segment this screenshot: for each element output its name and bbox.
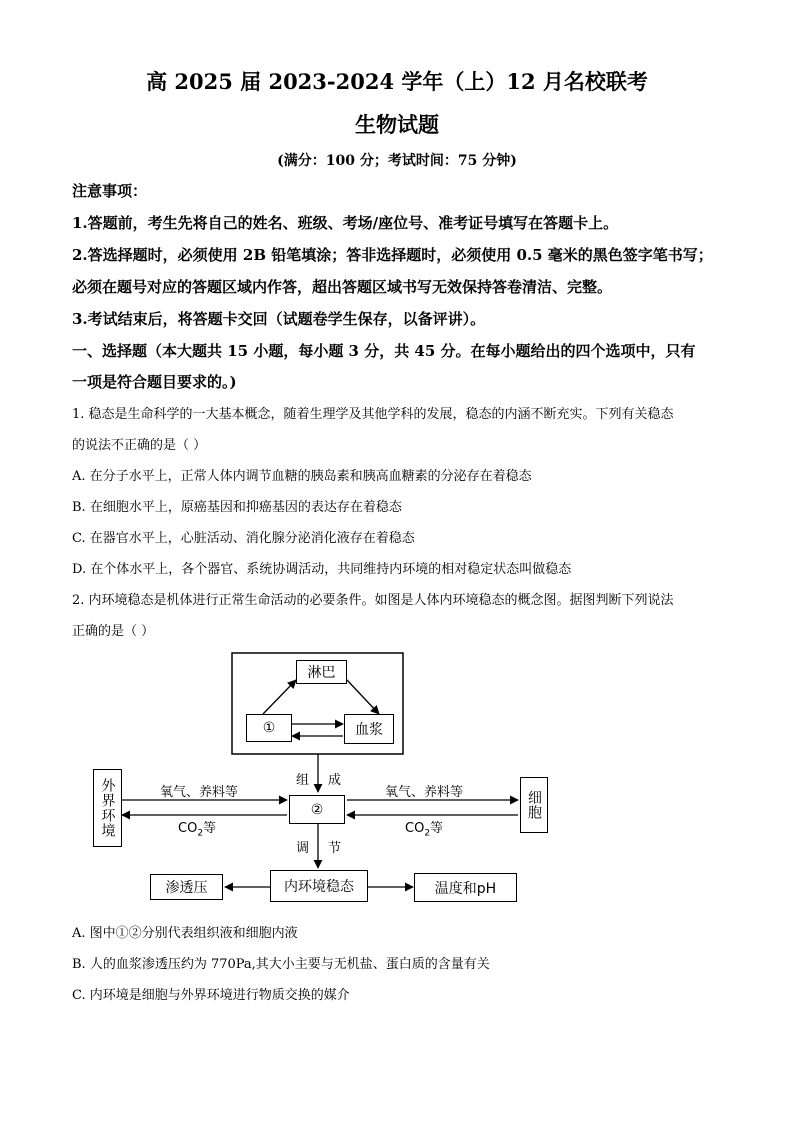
external-env-box	[93, 769, 122, 847]
external-env-label: 外界环境	[99, 778, 116, 838]
homeostasis-label: 内环境稳态	[284, 879, 354, 895]
subject-title: 生物试题	[355, 112, 439, 137]
q2-option-a: A. 图中①②分别代表组织液和细胞内液	[72, 926, 298, 941]
q2-option-b: B. 人的血浆渗透压约为 770Pa,其大小主要与无机盐、蛋白质的含量有关	[72, 957, 490, 972]
note-2a: 2.答选择题时，必须使用 2B 铅笔填涂；答非选择题时，必须使用 0.5 毫米的黑色签字笔书写；	[72, 246, 713, 264]
cell-label: 细胞	[526, 790, 542, 820]
regulate-label-2: 节	[328, 841, 342, 856]
lymph-label: 淋巴	[307, 665, 336, 681]
homeostasis-box	[270, 870, 368, 902]
co2-label-left: $CO_2$等	[178, 821, 217, 839]
exam-info: (满分：100 分；考试时间：75 分钟)	[277, 153, 517, 169]
q1-option-b: B. 在细胞水平上，原癌基因和抑癌基因的表达存在着稳态	[72, 500, 402, 515]
regulate-label-1: 调	[296, 841, 310, 856]
composition-frame	[232, 653, 403, 754]
arrow-tissue-to-lymph	[263, 680, 296, 714]
temp-ph-box	[414, 873, 517, 902]
q1-stem-line2: 的说法不正确的是（ ）	[72, 438, 207, 453]
plasma-box	[344, 714, 394, 744]
q1-stem-line1: 1. 稳态是生命科学的一大基本概念，随着生理学及其他学科的发展，稳态的内涵不断充实。下列有关稳态	[72, 407, 674, 422]
lymph-box	[296, 660, 347, 684]
q1-option-a: A. 在分子水平上，正常人体内调节血糖的胰岛素和胰高血糖素的分泌存在着稳态	[72, 469, 532, 484]
note-3: 3.考试结束后，将答题卡交回（试题卷学生保存，以备评讲）。	[72, 310, 486, 328]
q1-option-d: D. 在个体水平上，各个器官、系统协调活动，共同维持内环境的相对稳定状态叫做稳态	[72, 562, 572, 577]
compose-label-2: 成	[328, 773, 342, 788]
exam-title: 高 2025 届 2023-2024 学年（上）12 月名校联考	[146, 69, 648, 94]
notes-heading: 注意事项：	[72, 182, 148, 200]
compose-label-1: 组	[296, 773, 310, 788]
circle-1-label: ①	[262, 720, 276, 736]
cell-box	[520, 777, 548, 833]
q2-stem-line1: 2. 内环境稳态是机体进行正常生命活动的必要条件。如图是人体内环境稳态的概念图。据图判断下列说法	[72, 593, 674, 608]
note-1: 1.答题前，考生先将自己的姓名、班级、考场/座位号、准考证号填写在答题卡上。	[72, 214, 619, 232]
temp-ph-label: 温度和pH	[434, 880, 497, 897]
note-2b: 必须在题号对应的答题区域内作答，超出答题区域书写无效保持答卷清洁、完整。	[72, 278, 613, 296]
arrow-lymph-to-plasma	[347, 680, 379, 714]
osmotic-label: 渗透压	[165, 880, 208, 896]
tissue-fluid-box	[246, 714, 292, 742]
circle-2-label: ②	[310, 801, 324, 818]
section-heading-line2: 一项是符合题目要求的。)	[72, 373, 237, 391]
osmotic-box	[150, 874, 223, 900]
q1-option-c: C. 在器官水平上，心脏活动、消化腺分泌消化液存在着稳态	[72, 531, 415, 546]
oxygen-label-right: 氧气、养料等	[385, 785, 464, 800]
q2-stem-line2: 正确的是（ ）	[72, 624, 155, 639]
section-heading-line1: 一、选择题（本大题共 15 小题，每小题 3 分，共 45 分。在每小题给出的四个选项中，只有	[72, 342, 696, 360]
plasma-label: 血浆	[355, 722, 383, 738]
internal-env-box	[289, 795, 345, 824]
co2-label-right: $CO_2$等	[405, 821, 444, 839]
oxygen-label-left: 氧气、养料等	[160, 785, 239, 800]
q2-option-c: C. 内环境是细胞与外界环境进行物质交换的媒介	[72, 988, 350, 1003]
